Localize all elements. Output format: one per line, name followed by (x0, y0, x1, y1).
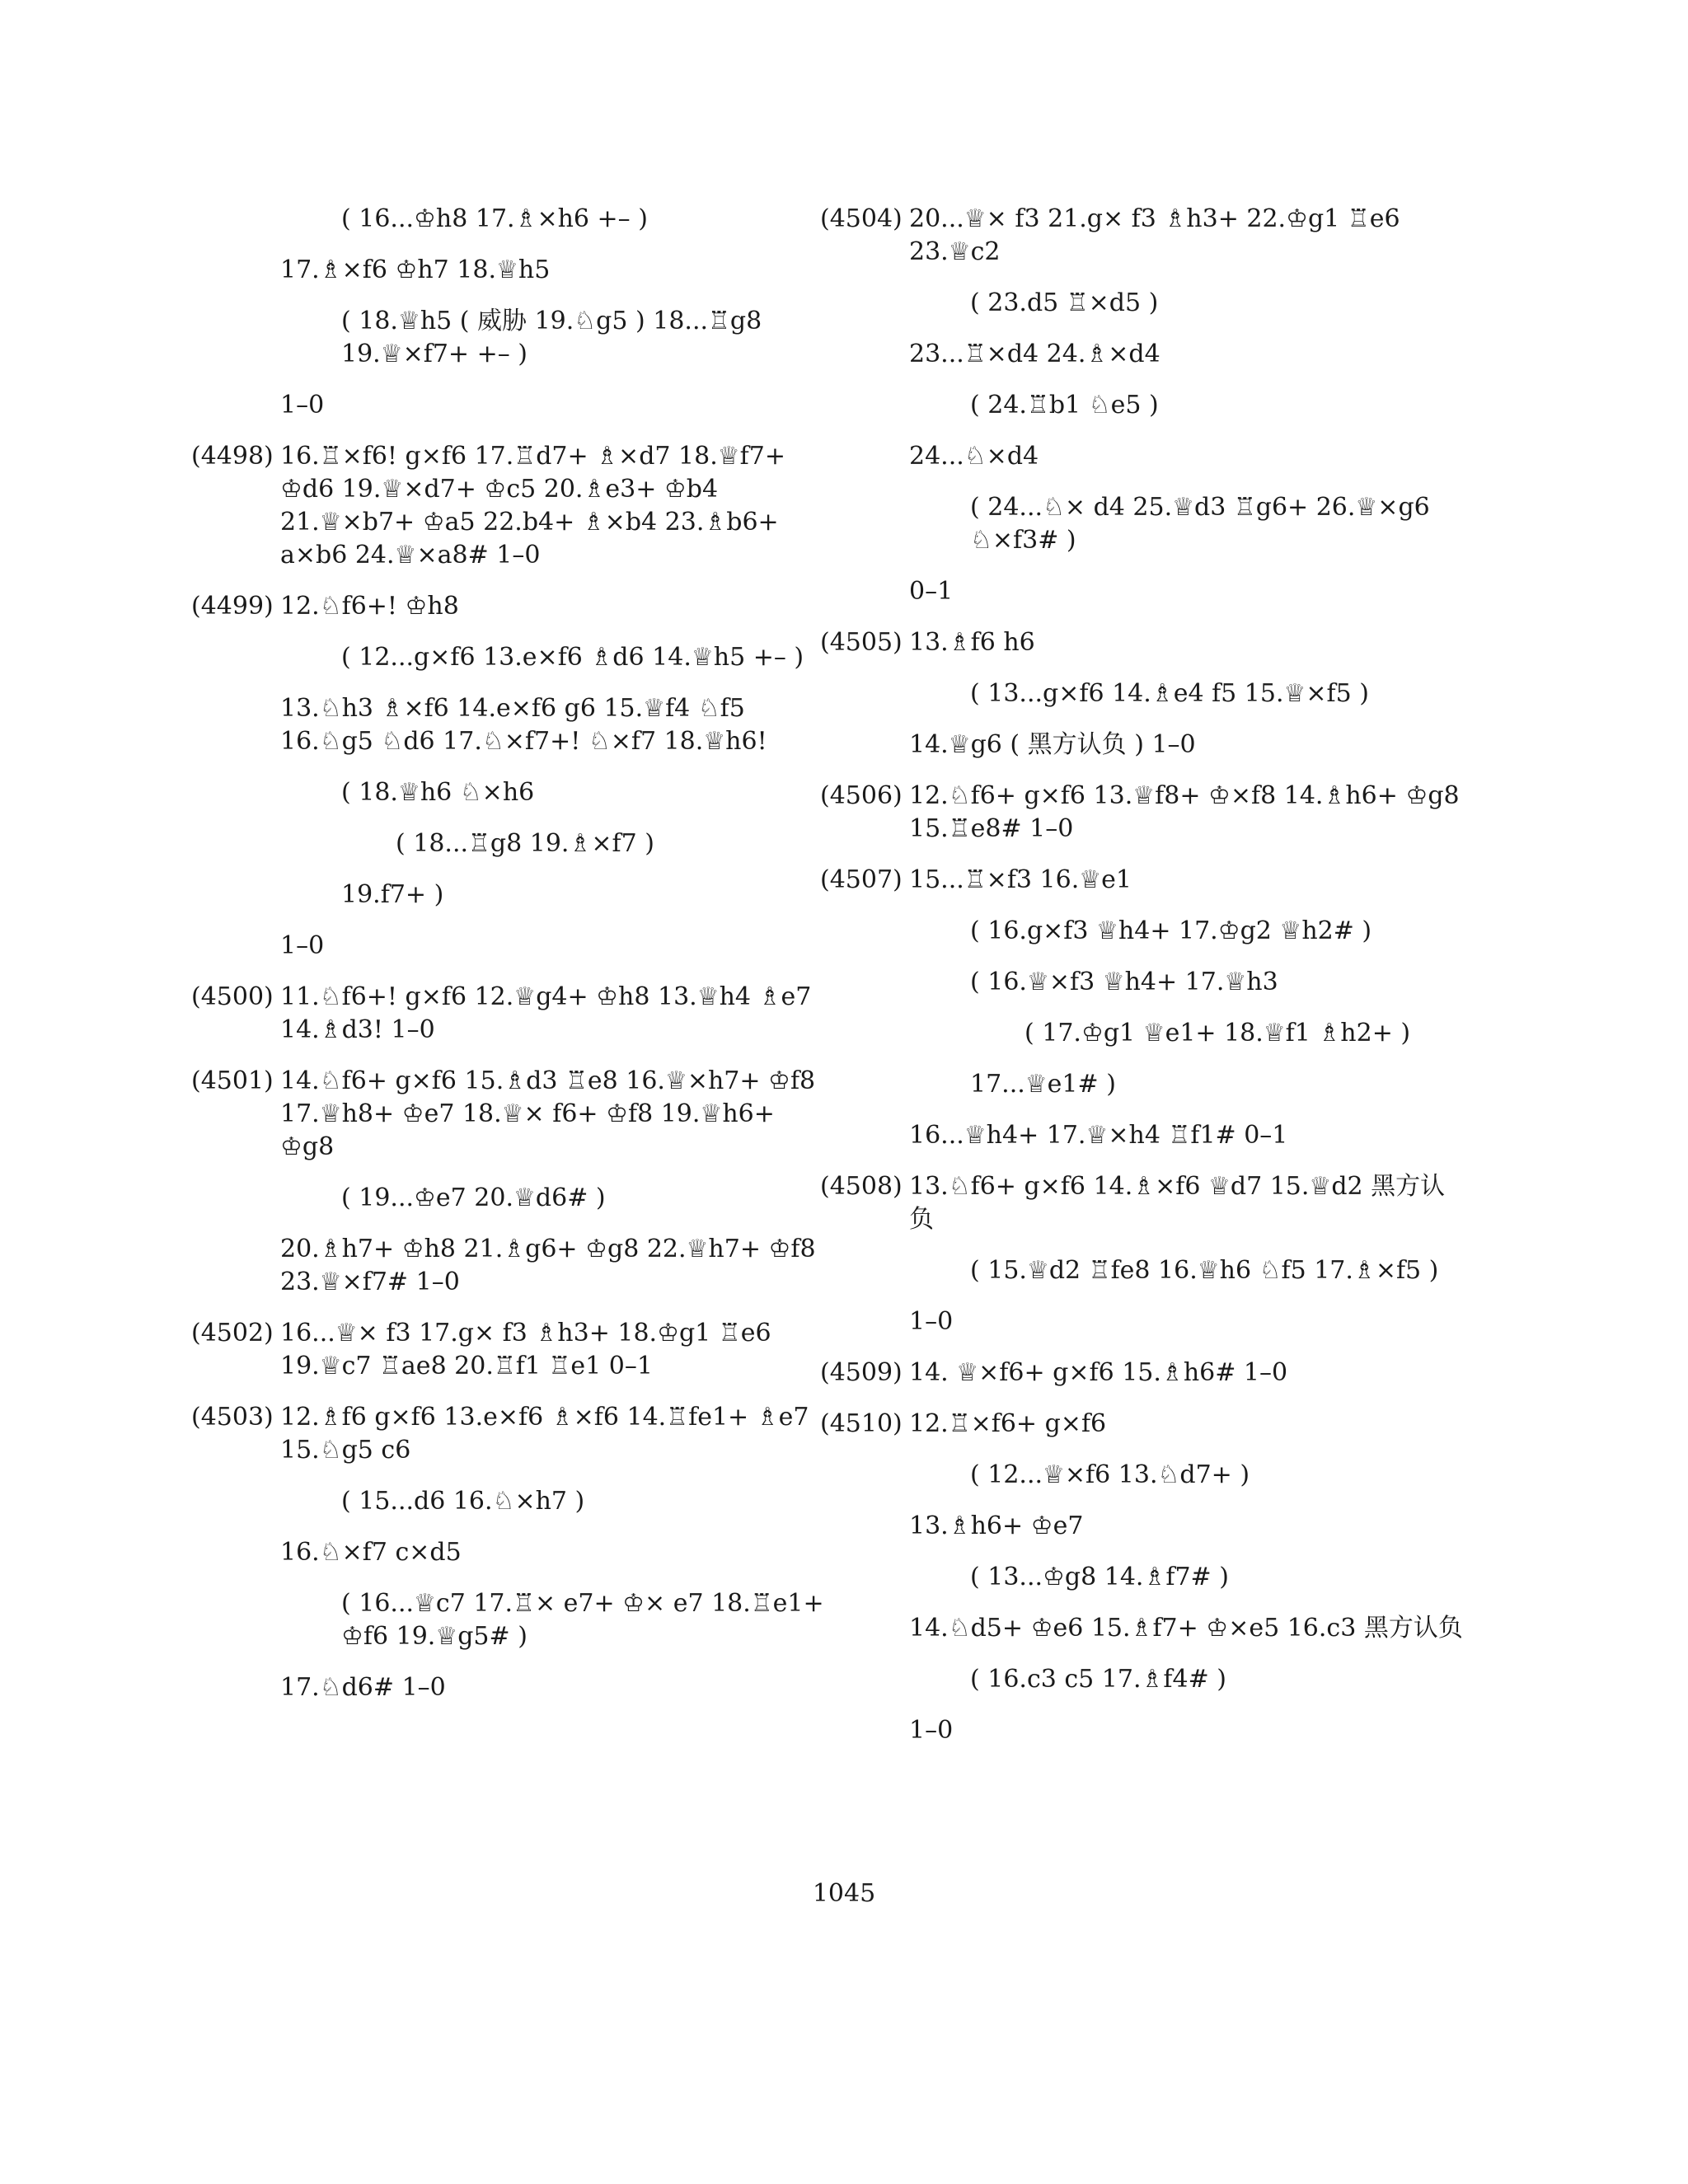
problem-solution (191, 440, 826, 572)
problem-number: (4500) (191, 982, 274, 1011)
move-text: 19.f7+ ) (341, 880, 444, 909)
move-text: 13.♗h6+ ♔e7 (909, 1511, 1084, 1540)
move-text: 23...♖×d4 24.♗×d4 (909, 340, 1160, 368)
move-text: ( 24...♘× d4 25.♕d3 ♖g6+ 26.♕×g6 ♘×f3# ) (970, 493, 1430, 555)
problem-solution (820, 1170, 1463, 1236)
solution-line (909, 1305, 1463, 1338)
move-text: 1–0 (280, 391, 325, 419)
move-text: 17.♗×f6 ♔h7 18.♕h5 (280, 255, 551, 284)
variation-line (970, 1561, 1463, 1594)
move-text: ( 19...♔e7 20.♕d6# ) (341, 1183, 606, 1212)
variation-line (341, 203, 826, 236)
move-text: 12.♘f6+! ♔h8 (280, 592, 459, 621)
move-text: ( 15...d6 16.♘×h7 ) (341, 1487, 585, 1516)
solution-line (280, 692, 826, 758)
problem-solution (820, 626, 1463, 659)
problem-solution (820, 864, 1463, 897)
solution-line (280, 930, 826, 963)
problem-solution (191, 1065, 826, 1164)
problem-number: (4505) (820, 628, 903, 657)
move-text: ( 23.d5 ♖×d5 ) (970, 288, 1159, 317)
move-text: 1–0 (909, 1716, 954, 1745)
variation-line (396, 827, 826, 860)
problem-number: (4504) (820, 204, 903, 233)
move-text: ( 12...g×f6 13.e×f6 ♗d6 14.♕h5 +– ) (341, 643, 804, 672)
move-text: ( 18...♖g8 19.♗×f7 ) (396, 829, 654, 858)
solution-line (909, 1612, 1463, 1645)
variation-line (970, 1068, 1463, 1101)
right-column (820, 203, 1463, 1765)
problem-solution (820, 1408, 1463, 1441)
solution-line (909, 729, 1463, 762)
problem-number: (4509) (820, 1358, 903, 1387)
variation-line (970, 491, 1463, 557)
move-text: 16.♖×f6! g×f6 17.♖d7+ ♗×d7 18.♕f7+ ♔d6 19.♕×d7+ ♔c5 20.♗e3+ ♔b4 21.♕×b7+ ♔a5 22.b4+ ♗×b4 23.♗b6+ a×b6 24.♕×a8# 1–0 (280, 442, 785, 569)
solution-line (280, 389, 826, 422)
problem-solution (820, 1357, 1463, 1390)
move-text: ( 17.♔g1 ♕e1+ 18.♕f1 ♗h2+ ) (1025, 1019, 1411, 1047)
problem-number: (4508) (820, 1172, 903, 1201)
move-text: 13.♘h3 ♗×f6 14.e×f6 g6 15.♕f4 ♘f5 16.♘g5 ♘d6 17.♘×f7+! ♘×f7 18.♕h6! (280, 694, 767, 756)
move-text: 0–1 (909, 577, 954, 606)
move-text: ( 18.♕h6 ♘×h6 (341, 778, 535, 807)
move-text: ( 13...g×f6 14.♗e4 f5 15.♕×f5 ) (970, 679, 1369, 708)
problem-solution (820, 203, 1463, 269)
problem-number: (4503) (191, 1403, 274, 1432)
move-text: 20.♗h7+ ♔h8 21.♗g6+ ♔g8 22.♕h7+ ♔f8 23.♕×f7# 1–0 (280, 1235, 816, 1296)
solution-line (909, 1119, 1463, 1152)
solution-line (909, 338, 1463, 371)
problem-number: (4499) (191, 592, 274, 621)
move-text: 24...♘×d4 (909, 442, 1039, 471)
move-text: 13.♘f6+ g×f6 14.♗×f6 ♕d7 15.♕d2 黑方认负 (909, 1172, 1446, 1234)
problem-solution (191, 1401, 826, 1467)
move-text: ( 16.c3 c5 17.♗f4# ) (970, 1665, 1226, 1694)
problem-solution (191, 981, 826, 1047)
variation-line (341, 1587, 826, 1653)
problem-solution (191, 590, 826, 623)
move-text: ( 18.♕h5 ( 威胁 19.♘g5 ) 18...♖g8 19.♕×f7+ +– ) (341, 307, 762, 368)
variation-line (970, 1254, 1463, 1287)
page-number: 1045 (812, 1879, 876, 1908)
variation-line (970, 1663, 1463, 1696)
variation-line (341, 305, 826, 371)
problem-solution (820, 780, 1463, 846)
left-column (191, 203, 826, 1722)
move-text: 20...♕× f3 21.g× f3 ♗h3+ 22.♔g1 ♖e6 23.♕c2 (909, 204, 1400, 266)
move-text: ( 16...♔h8 17.♗×h6 +– ) (341, 204, 648, 233)
solution-line (280, 254, 826, 287)
move-text: 16...♕h4+ 17.♕×h4 ♖f1# 0–1 (909, 1121, 1288, 1150)
problem-number: (4498) (191, 442, 274, 471)
variation-line (970, 915, 1463, 948)
solution-line (280, 1671, 826, 1704)
variation-line (1025, 1017, 1463, 1050)
variation-line (970, 389, 1463, 422)
variation-line (341, 1182, 826, 1215)
move-text: 14.♘d5+ ♔e6 15.♗f7+ ♔×e5 16.c3 黑方认负 (909, 1614, 1463, 1643)
variation-line (341, 641, 826, 674)
move-text: 1–0 (909, 1307, 954, 1336)
move-text: 11.♘f6+! g×f6 12.♕g4+ ♔h8 13.♕h4 ♗e7 14.♗d3! 1–0 (280, 982, 812, 1044)
move-text: ( 15.♕d2 ♖fe8 16.♕h6 ♘f5 17.♗×f5 ) (970, 1256, 1439, 1285)
variation-line (341, 879, 826, 912)
move-text: 16...♕× f3 17.g× f3 ♗h3+ 18.♔g1 ♖e6 19.♕c7 ♖ae8 20.♖f1 ♖e1 0–1 (280, 1319, 771, 1380)
move-text: ( 12...♕×f6 13.♘d7+ ) (970, 1460, 1250, 1489)
variation-line (970, 966, 1463, 999)
problem-number: (4501) (191, 1066, 274, 1095)
move-text: 17...♕e1# ) (970, 1070, 1116, 1099)
variation-line (341, 1485, 826, 1518)
solution-line (280, 1233, 826, 1299)
solution-line (909, 1510, 1463, 1543)
move-text: 13.♗f6 h6 (909, 628, 1035, 657)
move-text: 17.♘d6# 1–0 (280, 1673, 446, 1702)
move-text: 14.♕g6 ( 黑方认负 ) 1–0 (909, 730, 1196, 759)
variation-line (970, 287, 1463, 320)
problem-number: (4502) (191, 1319, 274, 1347)
move-text: 1–0 (280, 931, 325, 960)
solution-line (909, 575, 1463, 608)
solution-line (909, 440, 1463, 473)
variation-line (970, 677, 1463, 710)
move-text: ( 24.♖b1 ♘e5 ) (970, 391, 1159, 419)
move-text: ( 16.g×f3 ♕h4+ 17.♔g2 ♕h2# ) (970, 916, 1372, 945)
move-text: 14.♘f6+ g×f6 15.♗d3 ♖e8 16.♕×h7+ ♔f8 17.♕h8+ ♔e7 18.♕× f6+ ♔f8 19.♕h6+ ♔g8 (280, 1066, 816, 1161)
move-text: ( 13...♔g8 14.♗f7# ) (970, 1563, 1229, 1591)
problem-solution (191, 1317, 826, 1383)
move-text: 14. ♕×f6+ g×f6 15.♗h6# 1–0 (909, 1358, 1288, 1387)
move-text: 12.♖×f6+ g×f6 (909, 1409, 1107, 1438)
move-text: ( 16...♕c7 17.♖× e7+ ♔× e7 18.♖e1+ ♔f6 19.♕g5# ) (341, 1589, 824, 1651)
problem-number: (4506) (820, 781, 903, 810)
problem-number: (4510) (820, 1409, 903, 1438)
move-text: 15...♖×f3 16.♕e1 (909, 865, 1132, 894)
solution-line (280, 1536, 826, 1569)
solution-line (909, 1714, 1463, 1747)
move-text: 12.♘f6+ g×f6 13.♕f8+ ♔×f8 14.♗h6+ ♔g8 15.♖e8# 1–0 (909, 781, 1460, 843)
move-text: ( 16.♕×f3 ♕h4+ 17.♕h3 (970, 968, 1278, 996)
variation-line (341, 776, 826, 809)
move-text: 16.♘×f7 c×d5 (280, 1538, 462, 1567)
problem-number: (4507) (820, 865, 903, 894)
variation-line (970, 1459, 1463, 1492)
move-text: 12.♗f6 g×f6 13.e×f6 ♗×f6 14.♖fe1+ ♗e7 15.♘g5 c6 (280, 1403, 809, 1465)
